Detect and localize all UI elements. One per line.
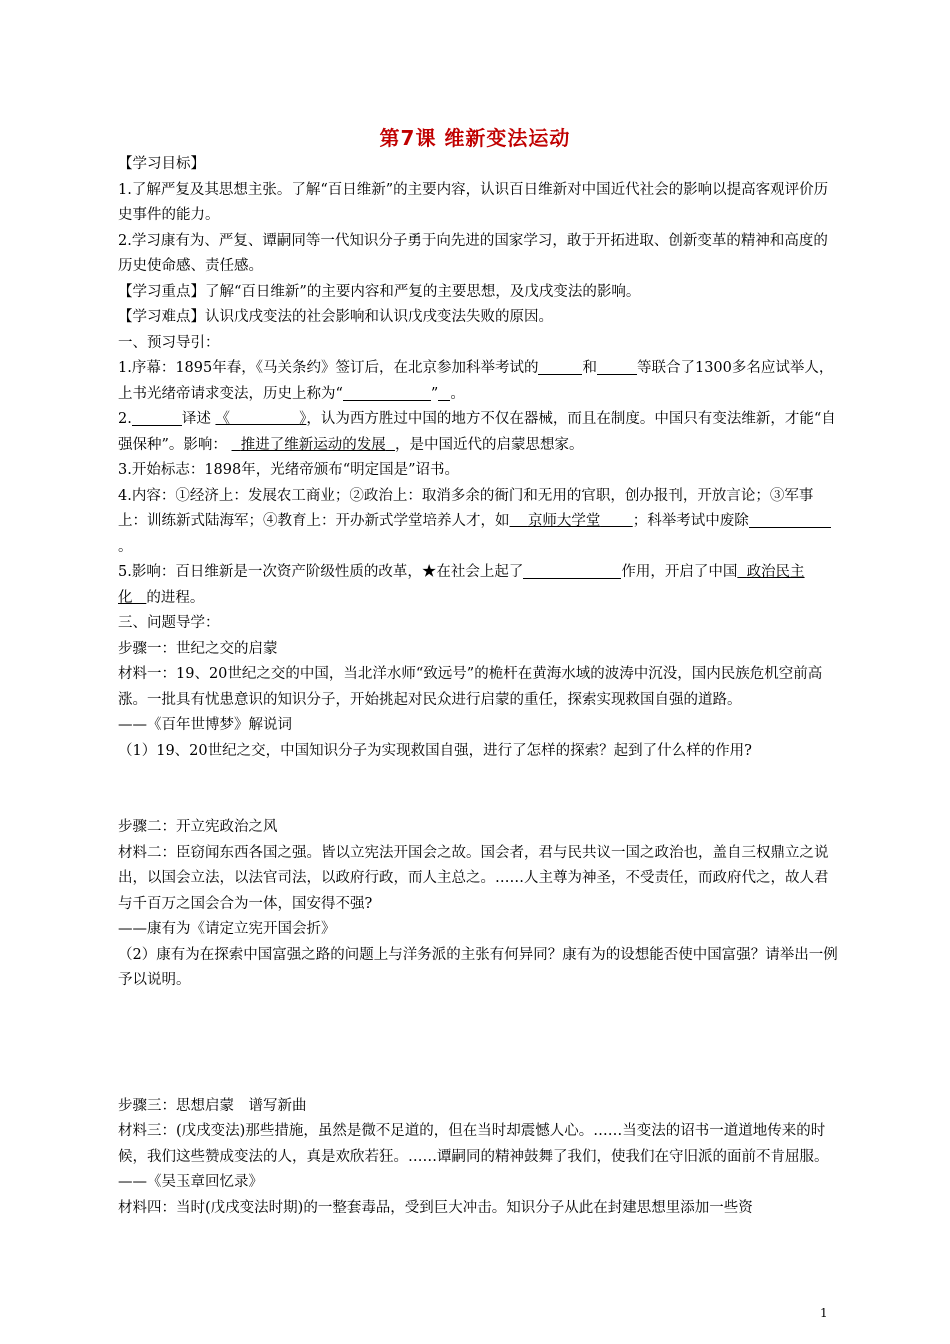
step-3-title: 步骤三：思想启蒙 谱写新曲: [118, 1097, 307, 1114]
fill-blank[interactable]: [343, 384, 431, 401]
fill-blank[interactable]: [523, 562, 621, 579]
preview-question-5: 5.影响：百日维新是一次资产阶级性质的改革，★在社会上起了 作用，开启了中国 政治民主化 的进程。: [118, 564, 805, 606]
material-3-source: ——《吴玉章回忆录》: [118, 1174, 263, 1190]
difficult-point: 【学习难点】认识戊戌变法的社会影响和认识戊戌变法失败的原因。: [118, 309, 553, 325]
material-1: 材料一：19、20世纪之交的中国，当北洋水师“致远号”的桅杆在黄海水域的波涛中沉没，国内民族危机空前高涨。一批具有忧患意识的知识分子，开始挑起对民众进行启蒙的重任，探索实现救国自强的道路。: [118, 666, 823, 708]
guide-header: 三、问题导学：: [118, 615, 220, 631]
step-1-title: 步骤一：世纪之交的启蒙: [118, 640, 278, 657]
fill-blank[interactable]: [538, 358, 582, 375]
preview-header: 一、预习导引：: [118, 334, 220, 351]
lesson-title: 第7课 维新变法运动: [379, 126, 571, 150]
preview-question-3: 3.开始标志：1898年，光绪帝颁布“明定国是”诏书。: [118, 462, 460, 478]
document-body: [118, 152, 842, 1221]
book-title-blank[interactable]: 《 》: [215, 411, 307, 427]
goal-2: 2.学习康有为、严复、谭嗣同等一代知识分子勇于向先进的国家学习，敢于开拓进取、创新变革的精神和高度的历史使命感、责任感。: [118, 232, 828, 274]
material-1-source: ——《百年世博梦》解说词: [118, 717, 292, 733]
preview-question-2: 2. 译述 《 》，认为西方胜过中国的地方不仅在器械，而且在制度。中国只有变法维新，才能“自强保种”。影响： 推进了维新运动的发展 ，是中国近代的启蒙思想家。: [118, 411, 836, 453]
fill-blank[interactable]: [749, 511, 831, 528]
answer-space[interactable]: [118, 994, 842, 1094]
material-2-source: ——康有为《请定立宪开国会折》: [118, 921, 336, 937]
page-number: 1: [820, 1306, 828, 1320]
material-3: 材料三：(戊戌变法)那些措施，虽然是微不足道的，但在当时却震憾人心。……当变法的诏书一道道地传来的时候，我们这些赞成变法的人，真是欢欣若狂。……谭嗣同的精神鼓舞了我们，使我们在守旧派的面前不肯屈服。: [118, 1123, 829, 1165]
material-4: 材料四：当时(戊戌变法时期)的一整套毒品，受到巨大冲击。知识分子从此在封建思想里添加一些资: [118, 1199, 753, 1216]
question-1: （1）19、20世纪之交，中国知识分子为实现救国自强，进行了怎样的探索？起到了什么样的作用?: [118, 742, 752, 759]
fill-blank[interactable]: [597, 358, 637, 375]
answer-underlined: 政治民主化: [118, 564, 805, 606]
goals-header: 【学习目标】: [118, 156, 205, 172]
fill-blank[interactable]: [438, 384, 450, 401]
answer-space[interactable]: [118, 764, 842, 815]
key-point: 【学习重点】了解“百日维新”的主要内容和严复的主要思想，及戊戌变法的影响。: [118, 283, 641, 300]
fill-blank[interactable]: [132, 409, 182, 426]
material-2: 材料二：臣窃闻东西各国之强。皆以立宪法开国会之故。国会者，君与民共议一国之政治也，盖自三权鼎立之说出，以国会立法，以法官司法，以政府行政，而人主总之。……人主尊为神圣，不受责任，而政府代之，故人君与千百万之国会合为一体，国安得不强?: [118, 844, 829, 912]
preview-question-1: 1.序幕：1895年春，《马关条约》签订后，在北京参加科举考试的 和 等联合了1300多名应试举人，上书光绪帝请求变法，历史上称为“ ” 。: [118, 360, 834, 402]
answer-underlined: 推进了维新运动的发展: [240, 436, 386, 453]
preview-question-4: 4.内容：①经济上：发展农工商业；②政治上：取消多余的衙门和无用的官职，创办报刊，开放言论；③军事上：训练新式陆海军；④教育上：开办新式学堂培养人才，如 京师大学堂 ；科举考试中废除。: [118, 484, 842, 561]
answer-underlined: 京师大学堂: [527, 513, 601, 529]
step-2-title: 步骤二：开立宪政治之风: [118, 819, 278, 835]
question-2: （2）康有为在探索中国富强之路的问题上与洋务派的主张有何异同？康有为的设想能否使中国富强？请举出一例予以说明。: [118, 946, 838, 988]
goal-1: 1.了解严复及其思想主张。了解“百日维新”的主要内容，认识百日维新对中国近代社会的影响以提高客观评价历史事件的能力。: [118, 181, 829, 223]
